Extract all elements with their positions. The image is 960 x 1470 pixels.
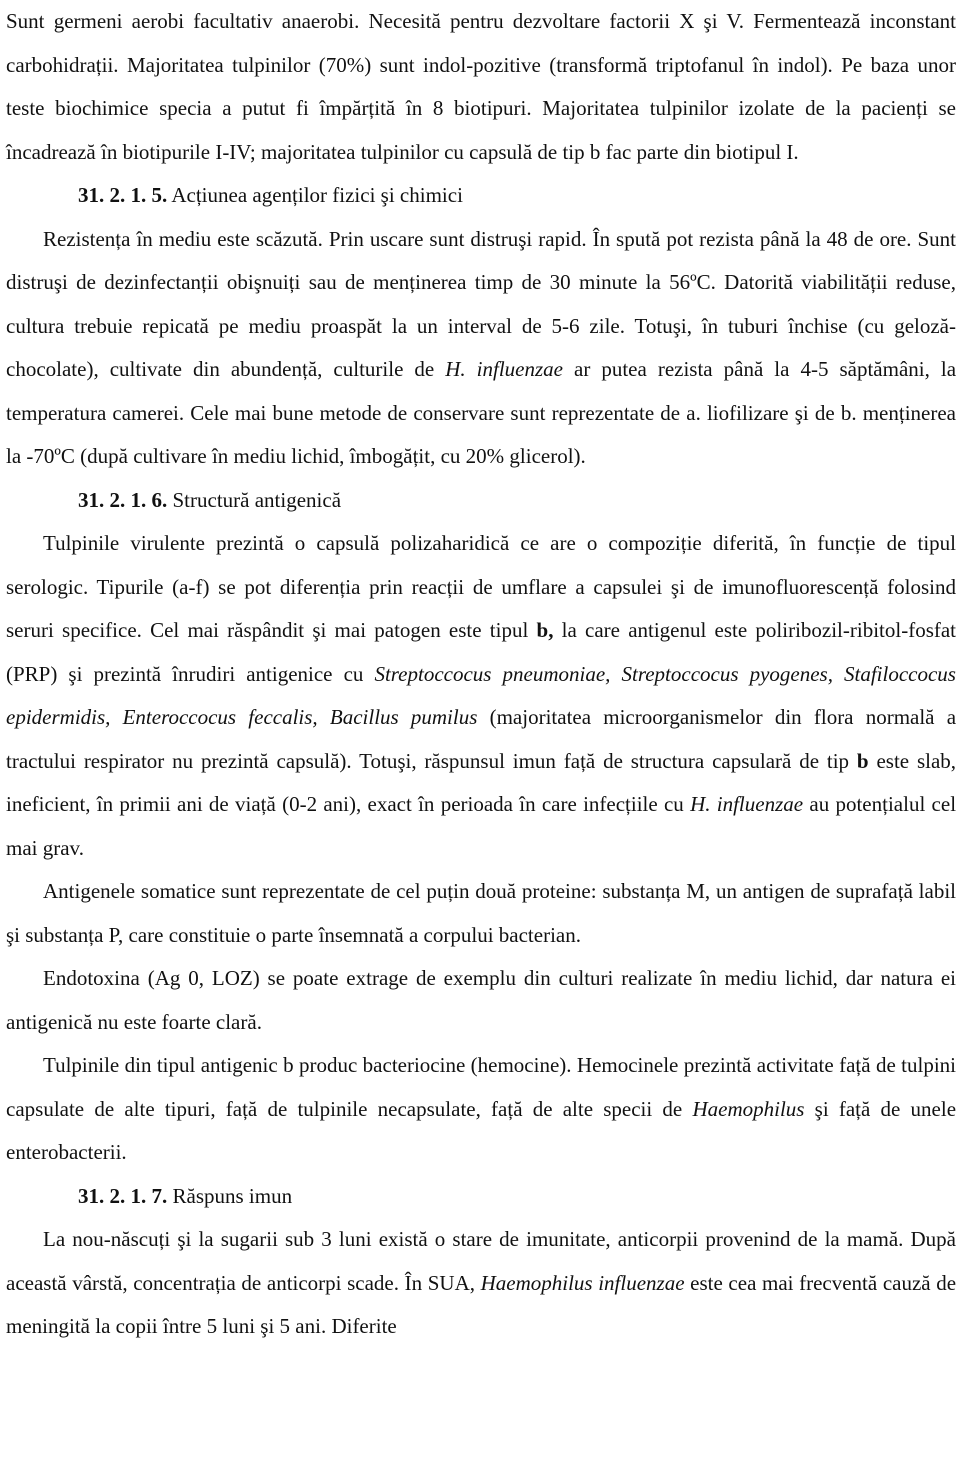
section-title: Structură antigenică xyxy=(172,487,342,512)
text-run: au potențialul cel mai grav. xyxy=(6,792,957,860)
text-run: Rezistența în mediu este scăzută. Prin uscare sunt distruşi rapid. În spută pot rezista până la 48 de ore. Sunt distruşi de dezinfectanții obişnuiți sau de menținerea timp de 30 minute la 56ºC. Datorită viabilității reduse, cultura trebuie repicată pe mediu proaspăt la un interval de 5-6 zile. Totuşi, în tuburi închise (cu geloză-chocolate), cultivate din abundență, culturile de xyxy=(6,226,956,381)
text-run: la care antigenul este poliribozil-ribitol-fosfat (PRP) şi prezintă înrudiri antigenice cu xyxy=(6,618,957,686)
text-run: şi față de unele enterobacterii. xyxy=(6,1096,957,1164)
paragraph-endotoxina xyxy=(6,957,956,1044)
section-heading-5 xyxy=(6,174,956,218)
paragraph-bacteriocine xyxy=(6,1044,956,1175)
text-run: La nou-născuți şi la sugarii sub 3 luni există o stare de imunitate, anticorpii provenind de la mamă. După această vârstă, concentrația de anticorpi scade. În SUA, xyxy=(6,1227,956,1295)
text-run: Tulpinile virulente prezintă o capsulă polizaharidică ce are o compoziție diferită, în funcție de tipul serologic. Tipurile (a-f) se pot diferenția prin reacții de umflare a capsulei şi de imunofluorescență folosind seruri specifice. Cel mai răspândit şi mai patogen este tipul xyxy=(6,531,956,642)
text-run: este slab, ineficient, în primii ani de viață (0-2 ani), exact în perioada în care infecțiile cu xyxy=(6,748,957,816)
paragraph-intro xyxy=(6,0,956,174)
paragraph-rezistenta xyxy=(6,218,956,479)
section-title: Acțiunea agenților fizici şi chimici xyxy=(171,183,463,207)
paragraph-tulpini xyxy=(6,522,956,870)
italic-run: Haemophilus xyxy=(692,1096,805,1121)
section-number: 31. 2. 1. 7. xyxy=(78,1183,168,1208)
bold-run: b, xyxy=(536,618,554,642)
text-run: Tulpinile din tipul antigenic b produc bacteriocine (hemocine). Hemocinele prezintă activitate față de tulpini capsulate de alte tipuri, față de tulpinile necapsulate, față de alte specii de xyxy=(6,1053,956,1121)
section-number: 31. 2. 1. 6. xyxy=(78,487,168,512)
italic-run: H. influenzae xyxy=(445,357,563,381)
paragraph-intro-text: Sunt germeni aerobi facultativ anaerobi. Necesită pentru dezvoltare factorii X şi V. Fermentează inconstant carbohidrații. Majoritatea tulpinilor (70%) sunt indol-pozitive (transformă triptofanul în indol). Pe baza unor teste biochimice specia a putut fi împărțită în 8 biotipuri. Majoritatea tulpinilor izolate de la pacienți se încadrează în biotipurile I-IV; majoritatea tulpinilor cu capsulă de tip b fac parte din biotipul I. xyxy=(6,9,956,164)
document-page xyxy=(6,0,956,1349)
section-number: 31. 2. 1. 5. xyxy=(78,183,168,207)
text-run: (majoritatea microorganismelor din flora normală a tractului respirator nu prezintă capsulă). Totuşi, răspunsul imun față de structura capsulară de tip xyxy=(6,705,957,773)
section-title: Răspuns imun xyxy=(172,1183,293,1208)
italic-run: Haemophilus influenzae xyxy=(480,1270,685,1295)
paragraph-raspuns-imun xyxy=(6,1218,956,1349)
text-run: este cea mai frecventă cauză de meningită la copii între 5 luni şi 5 ani. Diferite xyxy=(6,1270,957,1338)
text-run: Endotoxina (Ag 0, LOZ) se poate extrage de exemplu din culturi realizate în mediu lichid, dar natura ei antigenică nu este foarte clară. xyxy=(6,966,956,1034)
text-run: ar putea rezista până la 4-5 săptămâni, la temperatura camerei. Cele mai bune metode de conservare sunt reprezentate de a. liofilizare şi de b. menținerea la -70ºC (după cultivare în mediu lichid, îmbogățit, cu 20% glicerol). xyxy=(6,357,957,468)
italic-run: Streptoccocus pneumoniae, Streptoccocus pyogenes, Stafiloccocus epidermidis, Enteroccocus feccalis, Bacillus pumilus xyxy=(6,661,956,729)
paragraph-antigene xyxy=(6,870,956,957)
text-run: Antigenele somatice sunt reprezentate de cel puțin două proteine: substanța M, un antigen de suprafață labil şi substanța P, care constituie o parte însemnată a corpului bacterian. xyxy=(6,879,956,947)
italic-run: H. influenzae xyxy=(690,792,804,816)
section-heading-6 xyxy=(6,479,956,523)
section-heading-7 xyxy=(6,1175,956,1219)
bold-run: b xyxy=(856,748,869,773)
